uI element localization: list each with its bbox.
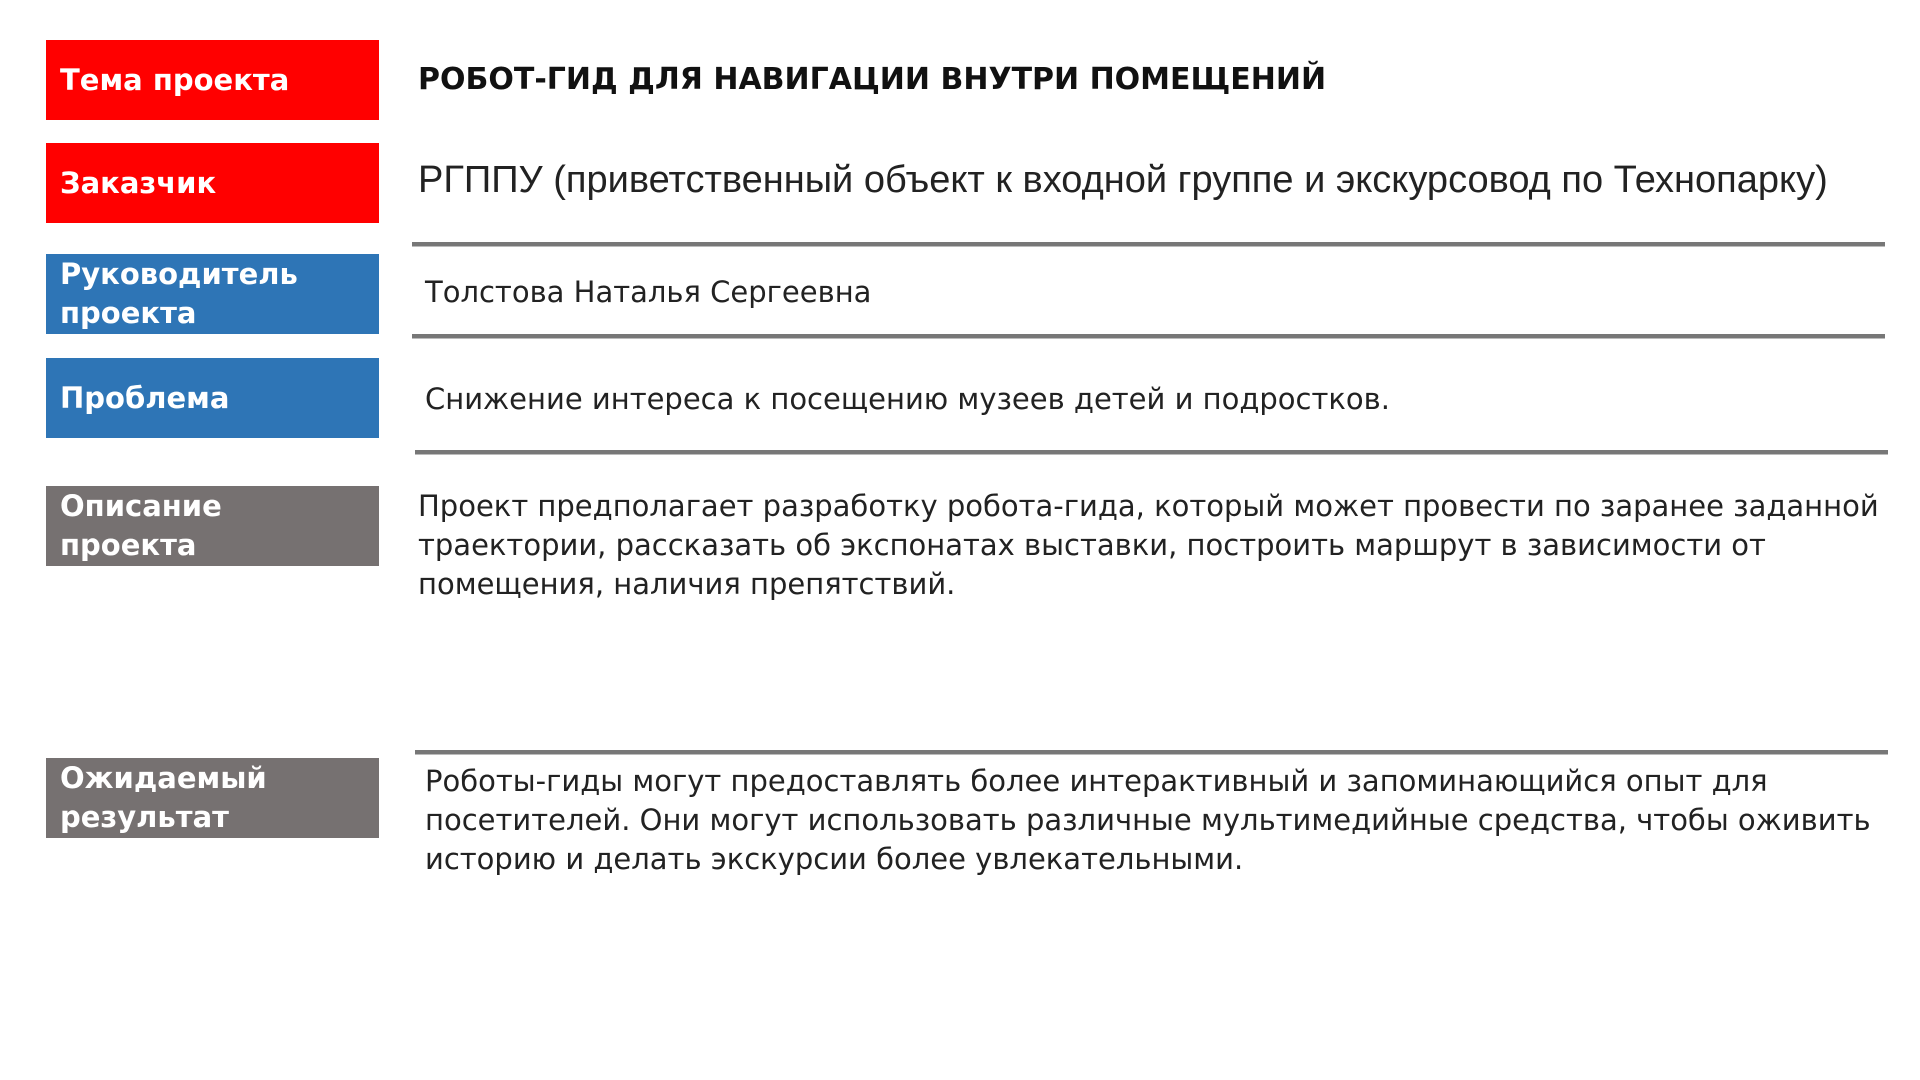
label-problem [46, 358, 379, 438]
customer-value: РГППУ (приветственный объект к входной группе и экскурсовод по Технопарку) [418, 159, 1828, 201]
label-project-lead-text: Руководитель проекта [60, 257, 298, 330]
label-expected-result [46, 758, 379, 838]
label-customer [46, 143, 379, 223]
problem-value: Снижение интереса к посещению музеев детей и подростков. [425, 382, 1390, 416]
label-project-topic-text: Тема проекта [60, 62, 290, 97]
label-problem-text: Проблема [60, 380, 230, 415]
project-description-value: Проект предполагает разработку робота-гида, который может провести по заранее заданной траектории, рассказать об экспонатах выставки, построить маршрут в зависимости от помещения, наличия препятствий. [418, 489, 1879, 601]
divider-1 [412, 242, 1885, 247]
expected-result-value: Роботы-гиды могут предоставлять более интерактивный и запоминающийся опыт для посетителей. Они могут использовать различные мультимедийные средства, чтобы оживить историю и делать экскурсии более увлекательными. [425, 764, 1871, 876]
project-lead-value: Толстова Наталья Сергеевна [425, 275, 872, 309]
label-customer-text: Заказчик [60, 165, 217, 200]
project-topic-value: РОБОТ-ГИД ДЛЯ НАВИГАЦИИ ВНУТРИ ПОМЕЩЕНИЙ [418, 62, 1327, 97]
divider-3 [415, 450, 1888, 455]
divider-2 [412, 334, 1885, 339]
label-project-description [46, 486, 379, 566]
label-project-lead [46, 254, 379, 334]
label-project-topic [46, 40, 379, 120]
divider-4 [415, 750, 1888, 755]
label-expected-result-text: Ожидаемый результат [60, 761, 267, 834]
label-project-description-text: Описание проекта [60, 489, 222, 562]
